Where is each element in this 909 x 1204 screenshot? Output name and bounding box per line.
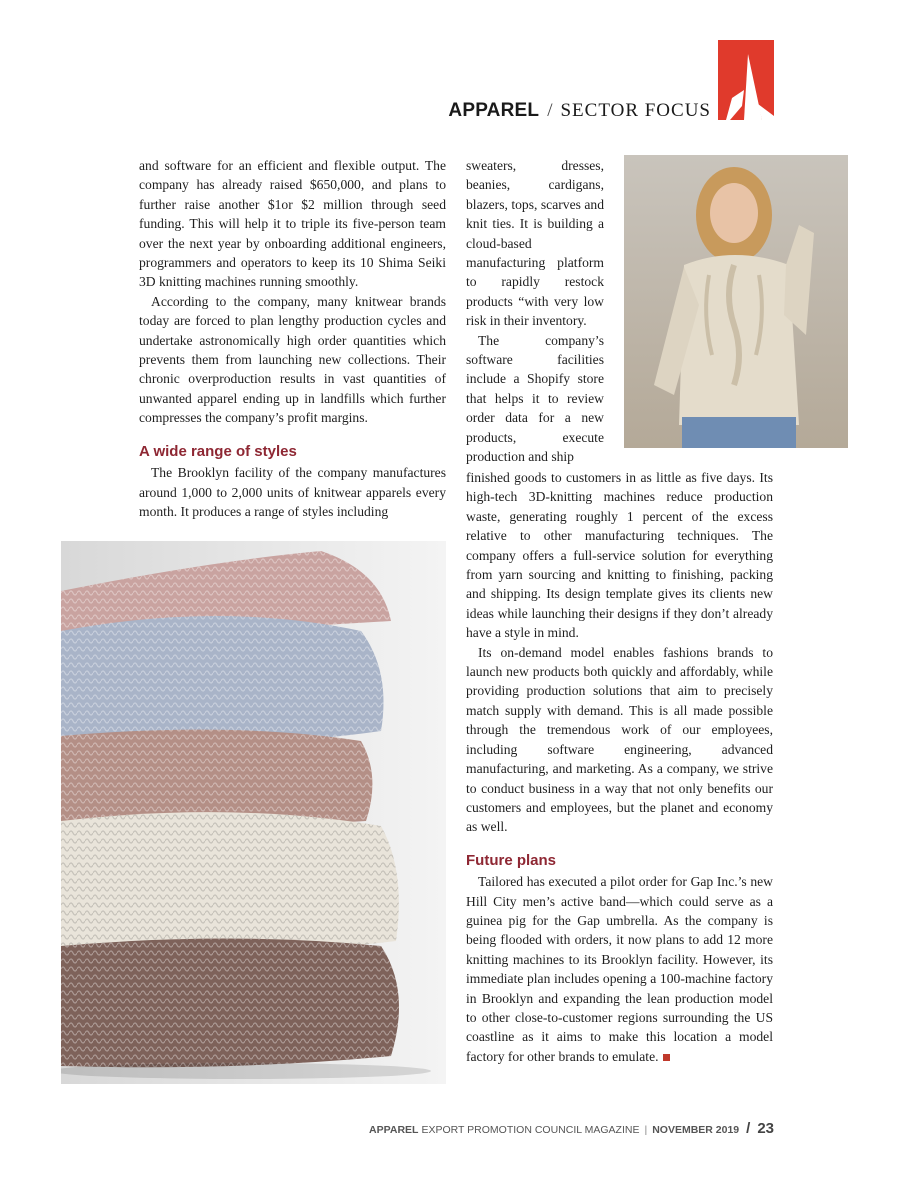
left-column (139, 156, 446, 521)
left-paragraph-3: The Brooklyn facility of the company manufactures around 1,000 to 2,000 units of knitwear apparels every month. It produces a range of styles including (139, 465, 446, 519)
left-paragraph-2: According to the company, many knitwear brands today are forced to plan lengthy production cycles and undertake astronomically high order quantities which prevents them from launching new collections. Their chronic overproduction results in vast quantities of unwanted apparel ending up in landfills which further compresses the company’s profit margins. (139, 293, 446, 426)
right-paragraph-4 (466, 872, 773, 1066)
page-footer (369, 1120, 774, 1137)
page-number: 23 (757, 1120, 774, 1137)
footer-brand: APPAREL (369, 1124, 419, 1136)
section-header (448, 100, 711, 122)
footer-slash: / (746, 1120, 751, 1137)
footer-publication: EXPORT PROMOTION COUNCIL MAGAZINE (421, 1124, 640, 1136)
right-column-wide (466, 468, 773, 1066)
right-paragraph-2b: finished goods to customers in as little as five days. Its high-tech 3D-knitting machines reduce production waste, generating roughly 1 percent of the excess relative to other manufacturing techniques. The company offers a full-service solution for everything from yarn sourcing and knitting to finishing, packing and shipping. Its design template gives its clients new ideas while launching their designs if they don’t already have a style in mind. (466, 470, 773, 641)
footer-divider: | (644, 1124, 648, 1136)
section-heading-styles: A wide range of styles (139, 442, 297, 460)
section-subtitle: SECTOR FOCUS (560, 100, 711, 121)
magazine-logo-icon (718, 40, 774, 120)
model-sweater-photo (624, 155, 848, 448)
section-heading-future: Future plans (466, 851, 557, 869)
right-paragraph-4-text: Tailored has executed a pilot order for Gap Inc.’s new Hill City men’s active band—which could serve as a guinea pig for the Gap umbrella. As the company is being flooded with orders, it now plans to add 12 more knitting machines to its Brooklyn facility. However, its immediate plan includes opening a 100-machine factory in Brooklyn and expanding the lean production model to other close-to-customer regions surrounding the US coastline as it aims to make this location a model factory for other brands to emulate. (466, 874, 773, 1064)
stacked-sweaters-photo (61, 541, 446, 1084)
header-slash: / (547, 100, 553, 121)
right-paragraph-2a: The company’s software facilities include a Shopify store that helps it to review order data for a new products, execute production and ship (466, 332, 604, 465)
footer-issue: NOVEMBER 2019 (652, 1124, 740, 1136)
end-mark-icon (663, 1054, 670, 1061)
section-label: APPAREL (448, 100, 540, 121)
right-paragraph-1: sweaters, dresses, beanies, cardigans, blazers, tops, scarves and knit ties. It is building a cloud-based manufacturing platform to rapidly restock products “with very low risk in their inventory. (466, 158, 604, 329)
right-column-narrow (466, 156, 604, 467)
right-paragraph-3: Its on-demand model enables fashions brands to launch new products both quickly and affordably, while providing production solutions that aim to precisely match supply with demand. This is all made possible through the tremendous work of our employees, including software engineering, advanced manufacturing, and marketing. As a company, we strive to conduct business in a way that not only benefits our customers and employees, but the planet and economy as well. (466, 644, 773, 835)
left-paragraph-1: and software for an efficient and flexible output. The company has already raised $650,000, and plans to further raise another $1or $2 million through seed funding. This will help it to triple its five-person team over the next year by onboarding additional engineers, programmers and operators to keep its 10 Shima Seiki 3D knitting machines running smoothly. (139, 158, 446, 290)
